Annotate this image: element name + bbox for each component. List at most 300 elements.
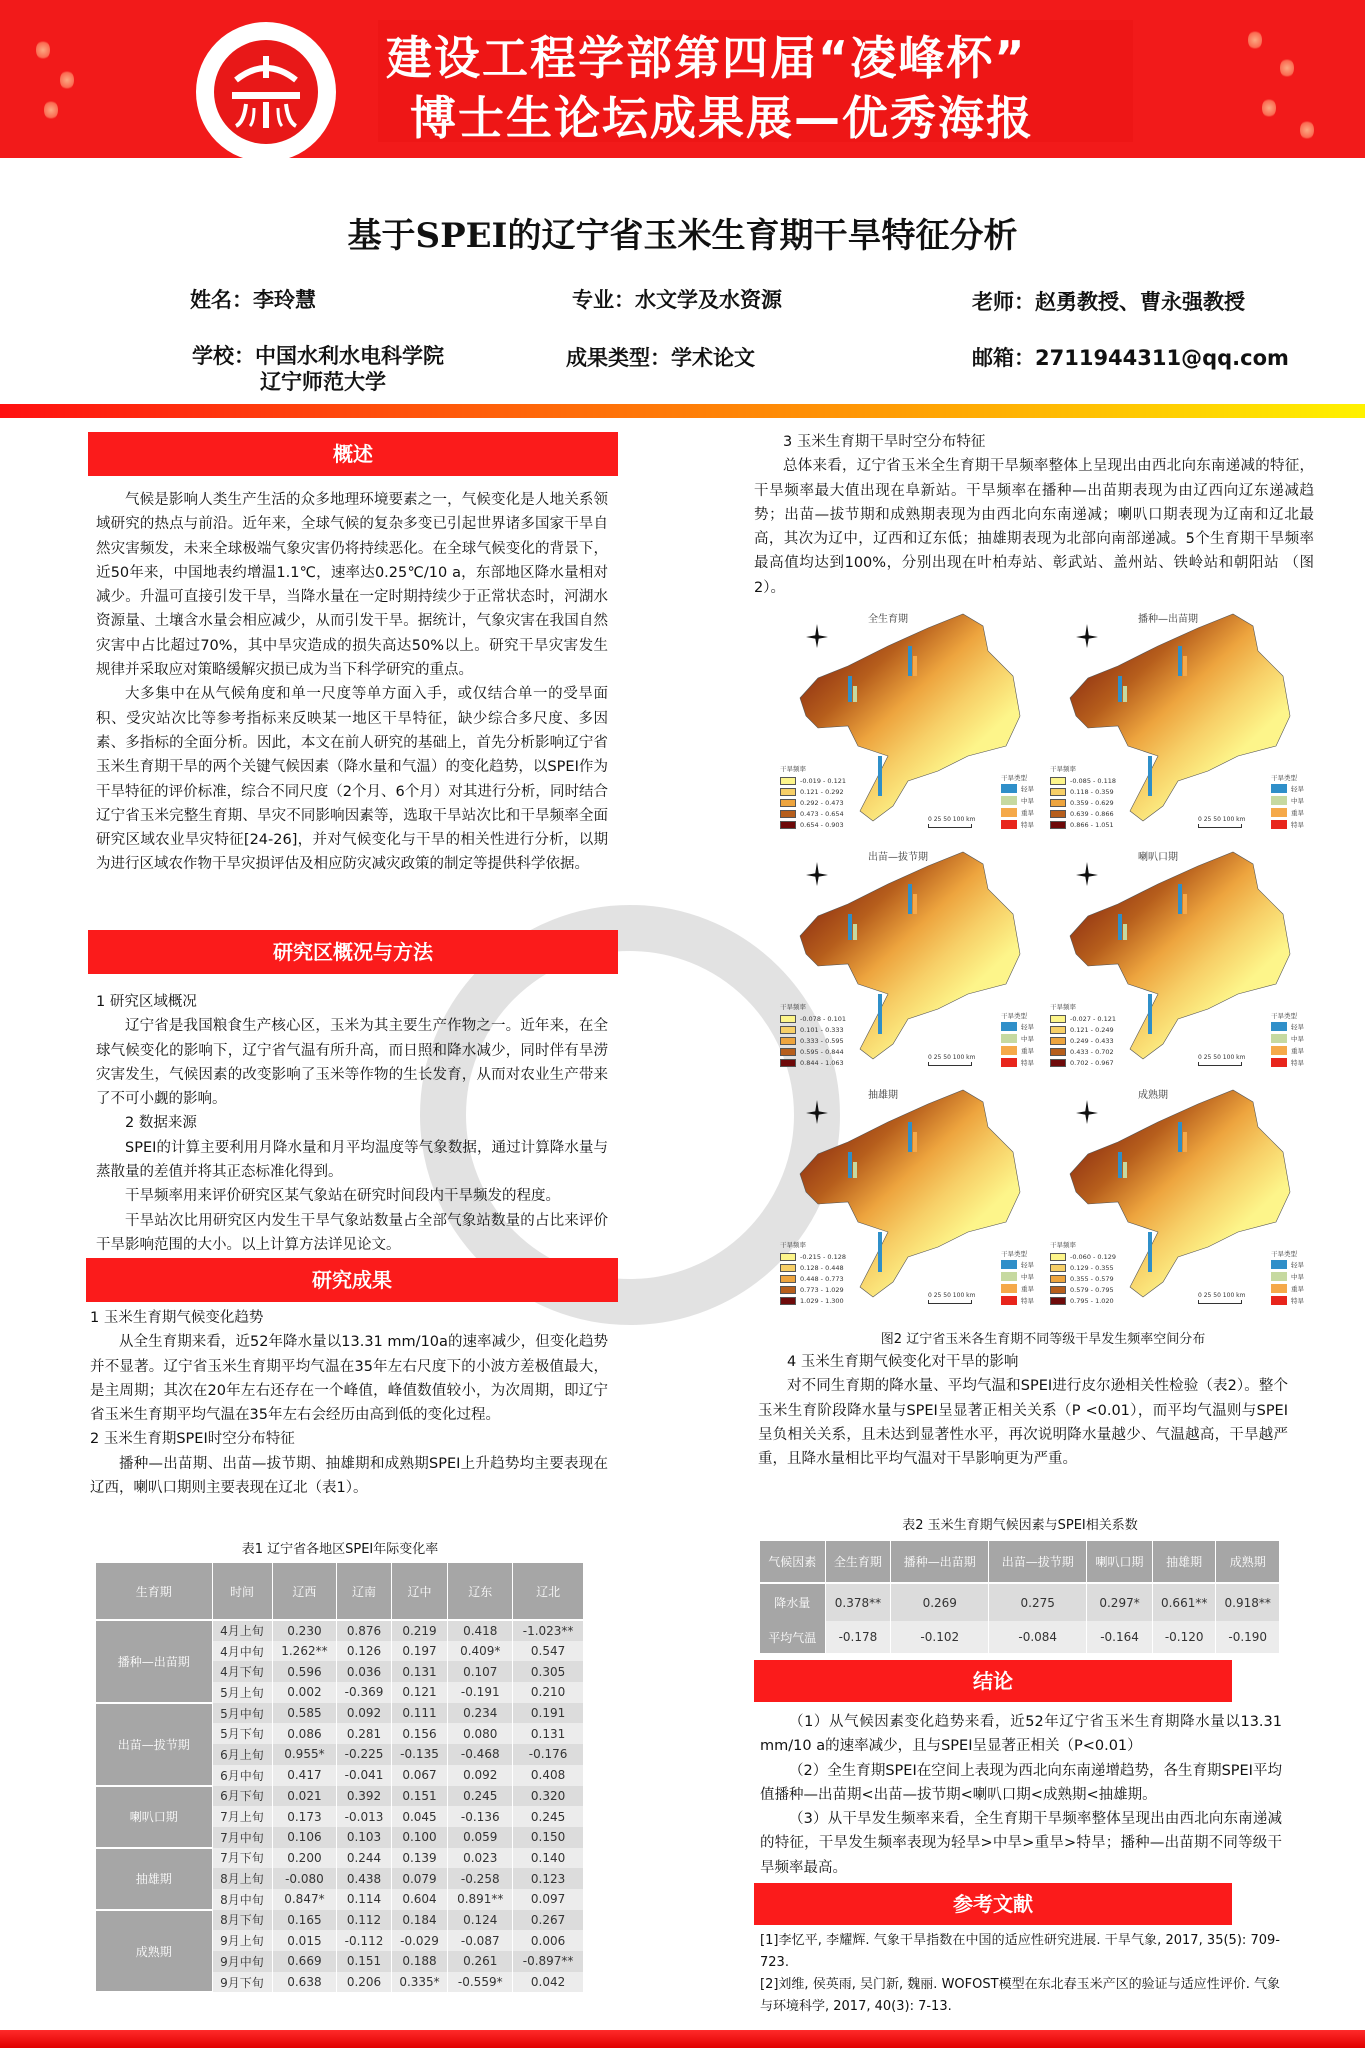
legend-swatch (1271, 1272, 1287, 1281)
legend-label: -0.060 - 0.129 (1070, 1252, 1117, 1261)
table1-time-cell: 9月中旬 (212, 1951, 272, 1972)
faculty-logo (196, 22, 336, 162)
legend-label: 0.359 - 0.629 (1070, 798, 1114, 807)
scale-label: 0 25 50 100 km (928, 1292, 976, 1299)
table1-time-cell: 7月下旬 (212, 1848, 272, 1869)
table1-row (96, 1620, 584, 1641)
advisor: 老师：赵勇教授、曹永强教授 (972, 290, 1245, 314)
legend-label: 0.473 - 0.654 (800, 809, 844, 818)
table1-value-cell: 0.191 (513, 1703, 584, 1724)
table1-header: 时间 (212, 1563, 272, 1620)
overview-paragraph-1: 气候是影响人类生产生活的众多地理环境要素之一，气候变化是人地关系领域研究的热点与前沿。近年来，全球气候的复杂多变已引起世界诸多国家干旱自然灾害频发，未来全球极端气象灾害仍将持续恶化。在全球气候变化的背景下，近50年来，中国地表约增温1.1℃，速率达0.25℃/10 a，东部地区降水量相对减少。升温可直接引发干旱，当降水量在一定时期持续少于正常状态时，河湖水资源量、土壤含水量会相应减少，从而引发干旱。据统计，气象灾害在我国自然灾害中占比超过70%，其中旱灾造成的损失高达50%以上。研究干旱灾害发生规律并采取应对策略缓解灾损已成为当下科学研究的重点。 (96, 492, 608, 679)
legend-title: 干旱频率 (780, 765, 806, 773)
table1-header: 辽北 (513, 1563, 584, 1620)
table1-value-cell: 0.206 (337, 1972, 391, 1993)
table1-time-cell: 4月上旬 (212, 1620, 272, 1641)
legend-label: 轻旱 (1021, 784, 1034, 793)
legend-label: -0.027 - 0.121 (1070, 1014, 1117, 1023)
table2-cell: -0.178 (825, 1621, 891, 1653)
table1-spei-change-rate (96, 1563, 584, 1993)
legend-swatch (1271, 1284, 1287, 1293)
table1-value-cell: 0.112 (337, 1910, 391, 1931)
drought-frequency-map (778, 844, 1040, 1072)
legend-swatch (780, 810, 796, 818)
legend-label: -0.019 - 0.121 (800, 776, 847, 785)
legend-swatch (780, 1048, 796, 1056)
legend-label: 0.118 - 0.359 (1070, 787, 1114, 796)
results-paragraph-4: 对不同生育期的降水量、平均气温和SPEI进行皮尔逊相关性检验（表2）。整个玉米生育阶段降水量与SPEI呈显著正相关关系（P <0.01），而平均气温则与SPEI呈负相关关系，且未达到显著性水平，再次说明降水量越少、气温越高，干旱越严重，且降水量相比平均气温对干旱影响更为严重。 (758, 1378, 1288, 1468)
table1-caption: 表1 辽宁省各地区SPEI年际变化率 (241, 1542, 439, 1557)
table1-value-cell: -0.136 (448, 1806, 513, 1827)
table1-value-cell: 0.006 (513, 1930, 584, 1951)
table2-row-label: 降水量 (760, 1583, 825, 1621)
table1-value-cell: 0.036 (337, 1661, 391, 1682)
legend-label: 0.702 - 0.967 (1070, 1058, 1114, 1067)
legend-title: 干旱类型 (1271, 1250, 1297, 1258)
table1-value-cell: 0.230 (272, 1620, 337, 1641)
conclusion-item-1: （1）从气候因素变化趋势来看，近52年辽宁省玉米生育期降水量以13.31 mm/10 a的速率减少，且与SPEI呈显著正相关（P<0.01） (760, 1714, 1282, 1755)
author-name: 姓名：李玲慧 (190, 288, 316, 312)
legend-label: 重旱 (1021, 1046, 1034, 1055)
table1-header: 辽中 (391, 1563, 448, 1620)
table1-value-cell: -0.041 (337, 1765, 391, 1786)
table1-body (96, 1620, 584, 1992)
table2-row-temperature (760, 1621, 1280, 1653)
legend-label: 特旱 (1291, 1058, 1304, 1067)
legend-swatch (1001, 1260, 1017, 1269)
email: 邮箱：2711944311@qq.com (972, 346, 1289, 370)
legend-swatch (1271, 1296, 1287, 1305)
table1-value-cell: 0.121 (391, 1682, 448, 1703)
table1-value-cell: 0.151 (391, 1786, 448, 1807)
legend-swatch (780, 1264, 796, 1272)
legend-swatch (1050, 1275, 1066, 1283)
methods-paragraph-2: SPEI的计算主要利用月降水量和月平均温度等气象数据，通过计算降水量与蒸散量的差值并将其正态标准化得到。 (96, 1139, 608, 1181)
table1-value-cell: -0.191 (448, 1682, 513, 1703)
table1-stage-cell: 抽雄期 (96, 1848, 212, 1910)
table1-value-cell: -0.897** (513, 1951, 584, 1972)
section-heading-results: 研究成果 (86, 1258, 618, 1302)
legend-swatch (1001, 808, 1017, 817)
table1-value-cell: -0.559* (448, 1972, 513, 1993)
table2-header: 成熟期 (1216, 1541, 1280, 1583)
legend-swatch (1001, 1296, 1017, 1305)
legend-label: 重旱 (1021, 1284, 1034, 1293)
frequency-legend (780, 1002, 846, 1068)
conclusion-item-3: （3）从干旱发生频率来看，全生育期干旱频率整体呈现出由西北向东南递减的特征，干旱发生频率表现为轻旱>中旱>重旱>特旱；播种—出苗期不同等级干旱频率最高。 (760, 1811, 1282, 1876)
legend-title: 干旱类型 (1001, 774, 1027, 782)
legend-swatch (780, 1297, 796, 1305)
references-list (760, 1930, 1280, 2018)
legend-label: 0.595 - 0.844 (800, 1047, 844, 1056)
legend-swatch (1271, 784, 1287, 793)
table1-value-cell: -0.029 (391, 1930, 448, 1951)
legend-title: 干旱频率 (1050, 765, 1076, 773)
legend-swatch (1050, 788, 1066, 796)
drought-type-legend (1001, 1011, 1034, 1068)
legend-label: 特旱 (1021, 820, 1034, 829)
table2-cell: 0.918** (1216, 1583, 1280, 1621)
north-arrow-icon (804, 620, 830, 650)
methods-paragraph-1: 辽宁省是我国粮食生产核心区，玉米为其主要生产作物之一。近年来，在全球气候变化的影响下，辽宁省气温有所升高，而日照和降水减少，同时伴有旱涝灾害发生，气候因素的改变影响了玉米等作物的生长发育，从而对农业生产带来了不可小觑的影响。 (96, 1018, 608, 1108)
legend-label: 0.292 - 0.473 (800, 798, 844, 807)
legend-swatch (1050, 821, 1066, 829)
result-type: 成果类型：学术论文 (566, 346, 755, 370)
legend-label: 0.844 - 1.063 (800, 1058, 844, 1067)
legend-label: 0.795 - 1.020 (1070, 1296, 1114, 1305)
table1-header: 辽西 (272, 1563, 337, 1620)
table1-header: 辽东 (448, 1563, 513, 1620)
map-title: 喇叭口期 (1138, 852, 1178, 863)
lantern-icon (1248, 30, 1262, 50)
table2-cell: 0.275 (989, 1583, 1087, 1621)
table1-value-cell: -0.369 (337, 1682, 391, 1703)
north-arrow-icon (804, 858, 830, 888)
results-subheading-2: 2 玉米生育期SPEI时空分布特征 (90, 1431, 295, 1448)
table1-value-cell: -0.468 (448, 1744, 513, 1765)
table1-value-cell: 0.114 (337, 1889, 391, 1910)
banner (0, 0, 1365, 158)
table1-value-cell: -0.080 (272, 1868, 337, 1889)
table1-value-cell: 0.165 (272, 1910, 337, 1931)
legend-swatch (780, 788, 796, 796)
legend-swatch (1050, 1297, 1066, 1305)
results-text-right-2 (758, 1350, 1288, 1471)
table2-cell: 0.269 (891, 1583, 989, 1621)
table1-value-cell: 0.234 (448, 1703, 513, 1724)
lantern-icon (44, 100, 58, 120)
frequency-legend (780, 764, 846, 830)
lantern-icon (36, 40, 50, 60)
legend-label: -0.078 - 0.101 (800, 1014, 847, 1023)
lantern-icon (1262, 98, 1276, 118)
results-subheading-3: 3 玉米生育期干旱时空分布特征 (783, 434, 986, 450)
table1-value-cell: -1.023** (513, 1620, 584, 1641)
table1-value-cell: 0.184 (391, 1910, 448, 1931)
conclusion-text (760, 1710, 1282, 1880)
legend-label: 0.579 - 0.795 (1070, 1285, 1114, 1294)
legend-swatch (1001, 1022, 1017, 1031)
legend-swatch (1001, 784, 1017, 793)
legend-label: 0.448 - 0.773 (800, 1274, 844, 1283)
table1-value-cell: 0.955* (272, 1744, 337, 1765)
table1-value-cell: 0.200 (272, 1848, 337, 1869)
scale-bar (928, 1054, 976, 1066)
legend-label: 特旱 (1291, 820, 1304, 829)
legend-label: 0.433 - 0.702 (1070, 1047, 1114, 1056)
frequency-legend (780, 1240, 846, 1306)
legend-swatch (1050, 1253, 1066, 1261)
legend-swatch (1001, 796, 1017, 805)
scale-bar (928, 1292, 976, 1304)
figure2-map-grid (778, 606, 1308, 1306)
scale-bar (1198, 816, 1246, 828)
table1-value-cell: 0.059 (448, 1827, 513, 1848)
legend-swatch (1050, 1059, 1066, 1067)
table1-time-cell: 9月下旬 (212, 1972, 272, 1993)
legend-label: 轻旱 (1291, 1260, 1304, 1269)
legend-swatch (1050, 799, 1066, 807)
table1-value-cell: 0.847* (272, 1889, 337, 1910)
legend-label: -0.085 - 0.118 (1070, 776, 1117, 785)
legend-title: 干旱频率 (1050, 1003, 1076, 1011)
legend-swatch (1050, 1264, 1066, 1272)
table1-value-cell: 0.409* (448, 1641, 513, 1662)
table1-value-cell: 0.245 (448, 1786, 513, 1807)
table1-header: 生育期 (96, 1563, 212, 1620)
legend-swatch (780, 1275, 796, 1283)
drought-type-legend (1271, 1011, 1304, 1068)
legend-label: 中旱 (1021, 1034, 1034, 1043)
legend-label: 0.121 - 0.249 (1070, 1025, 1114, 1034)
legend-label: 0.101 - 0.333 (800, 1025, 844, 1034)
methods-subheading-2: 2 数据来源 (125, 1115, 197, 1132)
table1-value-cell: 0.638 (272, 1972, 337, 1993)
legend-label: 重旱 (1291, 1284, 1304, 1293)
legend-swatch (1271, 1058, 1287, 1067)
section-heading-conclusion: 结论 (754, 1660, 1232, 1702)
table1-time-cell: 6月下旬 (212, 1786, 272, 1807)
lantern-icon (1280, 58, 1294, 78)
table1-value-cell: -0.225 (337, 1744, 391, 1765)
table1-time-cell: 8月上旬 (212, 1868, 272, 1889)
results-subheading-1: 1 玉米生育期气候变化趋势 (90, 1310, 264, 1326)
legend-label: 0.654 - 0.903 (800, 820, 844, 829)
legend-label: 轻旱 (1021, 1022, 1034, 1031)
legend-label: 1.029 - 1.300 (800, 1296, 844, 1305)
overview-paragraph-2: 大多集中在从气候角度和单一尺度等单方面入手，或仅结合单一的受旱面积、受灾站次比等参考指标来反映某一地区干旱特征，缺少综合多尺度、多因素、多指标的全面分析。因此，本文在前人研究的基础上，首先分析影响辽宁省玉米生育期干旱的两个关键气候因素（降水量和气温）的变化趋势，以SPEI作为干旱特征的评价标准，综合不同尺度（2个月、6个月）对其进行分析，同时结合辽宁省玉米完整生育期、旱灾不同影响因素等，选取干旱站次比和干旱频率全面研究区域农业旱灾特征[24-26]，并对气候变化与干旱的相关性进行分析，以期为进行区域农作物干旱灾损评估及相应防灾减灾政策的制定等提供科学依据。 (96, 686, 608, 873)
drought-type-legend (1271, 1249, 1304, 1306)
bridge-emblem-icon (196, 22, 336, 162)
legend-label: 特旱 (1021, 1058, 1034, 1067)
legend-label: 0.129 - 0.355 (1070, 1263, 1114, 1272)
legend-label: 中旱 (1021, 796, 1034, 805)
table1-value-cell: 0.245 (513, 1806, 584, 1827)
scale-label: 0 25 50 100 km (1198, 816, 1246, 823)
banner-title-line1: 建设工程学部第四届“凌峰杯” (386, 31, 1027, 85)
table1-row (96, 1703, 584, 1724)
table1-time-cell: 5月上旬 (212, 1682, 272, 1703)
table1-value-cell: 0.140 (513, 1848, 584, 1869)
table1-value-cell: 0.210 (513, 1682, 584, 1703)
north-arrow-icon (1074, 858, 1100, 888)
table2-header: 播种—出苗期 (891, 1541, 989, 1583)
table1-value-cell: -0.135 (391, 1744, 448, 1765)
legend-swatch (1271, 1046, 1287, 1055)
table1-time-cell: 4月下旬 (212, 1661, 272, 1682)
legend-swatch (780, 1059, 796, 1067)
map-title: 抽雄期 (868, 1090, 898, 1101)
table1-value-cell: 0.305 (513, 1661, 584, 1682)
legend-label: 0.128 - 0.448 (800, 1263, 844, 1272)
table1-value-cell: 0.131 (391, 1661, 448, 1682)
results-paragraph-2: 播种—出苗期、出苗—拔节期、抽雄期和成熟期SPEI上升趋势均主要表现在辽西，喇叭口期则主要表现在辽北（表1）。 (90, 1455, 608, 1497)
table1-value-cell: 0.111 (391, 1703, 448, 1724)
table2-row-label: 平均气温 (760, 1621, 825, 1653)
scale-bar (1198, 1292, 1246, 1304)
legend-swatch (1271, 1034, 1287, 1043)
table1-row (96, 1910, 584, 1931)
legend-label: 中旱 (1291, 1034, 1304, 1043)
legend-swatch (780, 821, 796, 829)
table1-value-cell: 0.086 (272, 1723, 337, 1744)
table1-value-cell: 0.547 (513, 1641, 584, 1662)
table1-value-cell: 0.150 (513, 1827, 584, 1848)
frequency-legend (1050, 764, 1116, 830)
table1-value-cell: -0.258 (448, 1868, 513, 1889)
legend-swatch (780, 1253, 796, 1261)
legend-label: 特旱 (1291, 1296, 1304, 1305)
legend-swatch (1050, 1048, 1066, 1056)
results-text-right (754, 430, 1314, 600)
reference-item-2: [2]刘维, 侯英雨, 吴门新, 魏丽. WOFOST模型在东北春玉米产区的验证与适应性评价. 气象与环境科学, 2017, 40(3): 7-13. (760, 1977, 1280, 2014)
table1-time-cell: 8月中旬 (212, 1889, 272, 1910)
drought-type-legend (1271, 773, 1304, 830)
legend-label: 轻旱 (1291, 1022, 1304, 1031)
legend-swatch (1001, 1046, 1017, 1055)
table1-stage-cell: 喇叭口期 (96, 1786, 212, 1848)
table2-cell: -0.164 (1087, 1621, 1153, 1653)
table2-correlation (760, 1541, 1280, 1653)
frequency-legend (1050, 1002, 1116, 1068)
table2-header: 气候因素 (760, 1541, 825, 1583)
legend-title: 干旱频率 (1050, 1241, 1076, 1249)
author-major: 专业：水文学及水资源 (572, 288, 782, 312)
table1-value-cell: 0.418 (448, 1620, 513, 1641)
table1-row (96, 1786, 584, 1807)
table1-value-cell: 1.262** (272, 1641, 337, 1662)
table1-value-cell: 0.173 (272, 1806, 337, 1827)
drought-type-legend (1001, 1249, 1034, 1306)
table1-value-cell: 0.023 (448, 1848, 513, 1869)
table2-header: 抽雄期 (1152, 1541, 1216, 1583)
legend-swatch (1001, 1058, 1017, 1067)
legend-swatch (1271, 808, 1287, 817)
table2-cell: 0.297* (1087, 1583, 1153, 1621)
table1-value-cell: 0.092 (448, 1765, 513, 1786)
map-title: 成熟期 (1138, 1090, 1168, 1101)
legend-swatch (780, 1026, 796, 1034)
drought-frequency-map (778, 606, 1040, 834)
table1-value-cell: -0.013 (337, 1806, 391, 1827)
methods-subheading-1: 1 研究区域概况 (96, 994, 197, 1010)
legend-swatch (1050, 1015, 1066, 1023)
table1-value-cell: 0.267 (513, 1910, 584, 1931)
legend-label: 0.773 - 1.029 (800, 1285, 844, 1294)
table2-cell: -0.120 (1152, 1621, 1216, 1653)
table1-time-cell: 8月下旬 (212, 1910, 272, 1931)
section-heading-references: 参考文献 (754, 1883, 1232, 1925)
legend-label: 0.333 - 0.595 (800, 1036, 844, 1045)
north-arrow-icon (1074, 620, 1100, 650)
table1-value-cell: 0.585 (272, 1703, 337, 1724)
table1-header: 辽南 (337, 1563, 391, 1620)
footer-bar (0, 2030, 1365, 2048)
table2-cell: 0.378** (825, 1583, 891, 1621)
scale-label: 0 25 50 100 km (928, 1054, 976, 1061)
table1-value-cell: 0.097 (513, 1889, 584, 1910)
legend-swatch (1001, 1034, 1017, 1043)
methods-paragraph-4: 干旱站次比用研究区内发生干旱气象站数量占全部气象站数量的占比来评价干旱影响范围的大小。以上计算方法详见论文。 (96, 1212, 608, 1253)
school-line2: 辽宁师范大学 (260, 370, 386, 394)
legend-title: 干旱类型 (1271, 774, 1297, 782)
table1-value-cell: 0.408 (513, 1765, 584, 1786)
figure2-caption: 图2 辽宁省玉米各生育期不同等级干旱发生频率空间分布 (880, 1332, 1206, 1347)
table2-header: 出苗—拔节期 (989, 1541, 1087, 1583)
table1-value-cell: 0.244 (337, 1848, 391, 1869)
table1-value-cell: 0.021 (272, 1786, 337, 1807)
table1-value-cell: 0.335* (391, 1972, 448, 1993)
table2-header: 全生育期 (825, 1541, 891, 1583)
table1-value-cell: 0.002 (272, 1682, 337, 1703)
table1-value-cell: 0.124 (448, 1910, 513, 1931)
table1-value-cell: 0.100 (391, 1827, 448, 1848)
legend-label: 轻旱 (1021, 1260, 1034, 1269)
drought-frequency-map (1048, 1082, 1310, 1310)
legend-swatch (1001, 1284, 1017, 1293)
legend-swatch (780, 1015, 796, 1023)
legend-label: 特旱 (1021, 1296, 1034, 1305)
legend-swatch (780, 1286, 796, 1294)
drought-type-legend (1001, 773, 1034, 830)
table1-value-cell: 0.320 (513, 1786, 584, 1807)
legend-swatch (1050, 777, 1066, 785)
banner-title-line2: 博士生论坛成果展—优秀海报 (410, 91, 1034, 145)
legend-label: 0.355 - 0.579 (1070, 1274, 1114, 1283)
legend-label: 中旱 (1021, 1272, 1034, 1281)
table1-value-cell: 0.107 (448, 1661, 513, 1682)
table1-value-cell: 0.604 (391, 1889, 448, 1910)
table1-stage-cell: 成熟期 (96, 1910, 212, 1993)
table2-cell: -0.084 (989, 1621, 1087, 1653)
legend-title: 干旱类型 (1001, 1012, 1027, 1020)
methods-paragraph-3: 干旱频率用来评价研究区某气象站在研究时间段内干旱频发的程度。 (125, 1188, 560, 1205)
table1-value-cell: 0.103 (337, 1827, 391, 1848)
table1-value-cell: 0.438 (337, 1868, 391, 1889)
table1-value-cell: 0.092 (337, 1703, 391, 1724)
table1-value-cell: 0.015 (272, 1930, 337, 1951)
drought-frequency-map (778, 1082, 1040, 1310)
legend-title: 干旱类型 (1271, 1012, 1297, 1020)
table1-value-cell: 0.197 (391, 1641, 448, 1662)
legend-title: 干旱频率 (780, 1003, 806, 1011)
table2-cell: -0.102 (891, 1621, 989, 1653)
table1-value-cell: 0.042 (513, 1972, 584, 1993)
table1-header-row (96, 1563, 584, 1620)
table2-caption: 表2 玉米生育期气候因素与SPEI相关系数 (902, 1518, 1138, 1533)
table1-time-cell: 6月上旬 (212, 1744, 272, 1765)
table2-header-row (760, 1541, 1280, 1583)
conclusion-item-2: （2）全生育期SPEI在空间上表现为西北向东南递增趋势，各生育期SPEI平均值播种—出苗期<出苗—拔节期<喇叭口期<成熟期<抽雄期。 (760, 1762, 1282, 1803)
table1-value-cell: 0.392 (337, 1786, 391, 1807)
legend-label: 中旱 (1291, 1272, 1304, 1281)
table1-value-cell: 0.126 (337, 1641, 391, 1662)
table1-time-cell: 5月下旬 (212, 1723, 272, 1744)
table1-time-cell: 6月中旬 (212, 1765, 272, 1786)
legend-label: 重旱 (1291, 808, 1304, 817)
gradient-divider (0, 404, 1365, 418)
legend-swatch (1271, 1022, 1287, 1031)
legend-swatch (1050, 1037, 1066, 1045)
legend-label: 0.121 - 0.292 (800, 787, 844, 796)
table1-time-cell: 7月中旬 (212, 1827, 272, 1848)
table1-value-cell: 0.281 (337, 1723, 391, 1744)
scale-label: 0 25 50 100 km (1198, 1054, 1246, 1061)
north-arrow-icon (804, 1096, 830, 1126)
scale-bar (928, 816, 976, 828)
table1-value-cell: 0.079 (391, 1868, 448, 1889)
legend-label: 重旱 (1291, 1046, 1304, 1055)
